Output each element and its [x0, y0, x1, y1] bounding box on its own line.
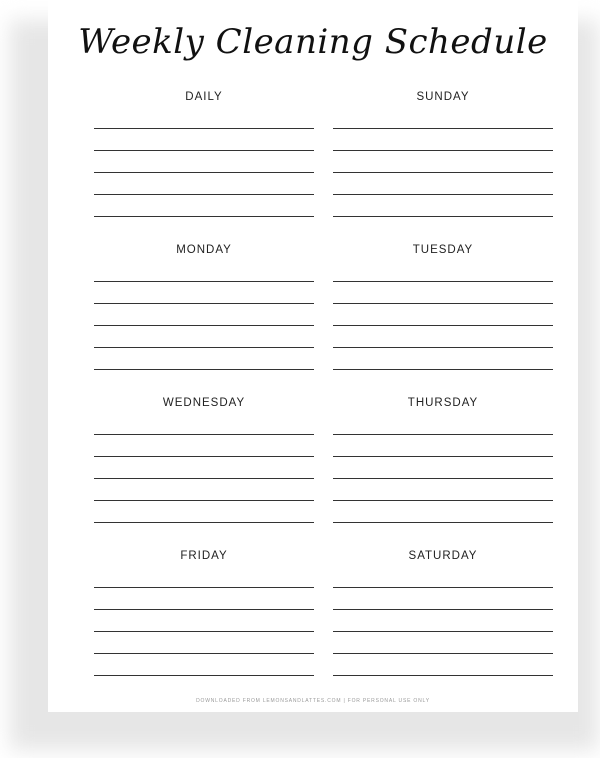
writing-line: [94, 456, 314, 457]
writing-line: [94, 434, 314, 435]
writing-line: [333, 587, 553, 588]
writing-line: [333, 522, 553, 523]
writing-line: [94, 609, 314, 610]
writing-line: [94, 325, 314, 326]
writing-line: [333, 194, 553, 195]
writing-line: [333, 434, 553, 435]
writing-line: [94, 369, 314, 370]
writing-line: [94, 128, 314, 129]
section-heading: WEDNESDAY: [162, 397, 246, 409]
writing-line: [333, 456, 553, 457]
writing-line: [333, 369, 553, 370]
writing-line: [333, 281, 553, 282]
writing-line: [333, 325, 553, 326]
writing-line: [333, 216, 553, 217]
page-title: Weekly Cleaning Schedule: [78, 22, 548, 62]
writing-line: [94, 216, 314, 217]
printable-page: [48, 0, 578, 712]
writing-line: [333, 172, 553, 173]
writing-line: [94, 675, 314, 676]
section-heading: SUNDAY: [416, 91, 470, 103]
writing-line: [333, 347, 553, 348]
writing-line: [94, 500, 314, 501]
writing-line: [94, 172, 314, 173]
page-footer: DOWNLOADED FROM LEMONSANDLATTES.COM | FOR PERSONAL USE ONLY: [196, 698, 430, 704]
writing-line: [94, 347, 314, 348]
section-heading: SATURDAY: [408, 550, 478, 562]
writing-line: [94, 587, 314, 588]
writing-line: [333, 500, 553, 501]
section-heading: MONDAY: [176, 244, 232, 256]
writing-line: [94, 303, 314, 304]
writing-line: [333, 609, 553, 610]
writing-line: [94, 631, 314, 632]
section-heading: THURSDAY: [407, 397, 479, 409]
writing-line: [94, 281, 314, 282]
writing-line: [94, 522, 314, 523]
writing-line: [333, 653, 553, 654]
writing-line: [333, 478, 553, 479]
section-heading: TUESDAY: [412, 244, 474, 256]
writing-line: [333, 128, 553, 129]
section-heading: FRIDAY: [180, 550, 228, 562]
writing-line: [94, 150, 314, 151]
writing-line: [333, 675, 553, 676]
writing-line: [333, 150, 553, 151]
writing-line: [94, 478, 314, 479]
writing-line: [94, 653, 314, 654]
writing-line: [94, 194, 314, 195]
writing-line: [333, 631, 553, 632]
writing-line: [333, 303, 553, 304]
section-heading: DAILY: [185, 91, 223, 103]
